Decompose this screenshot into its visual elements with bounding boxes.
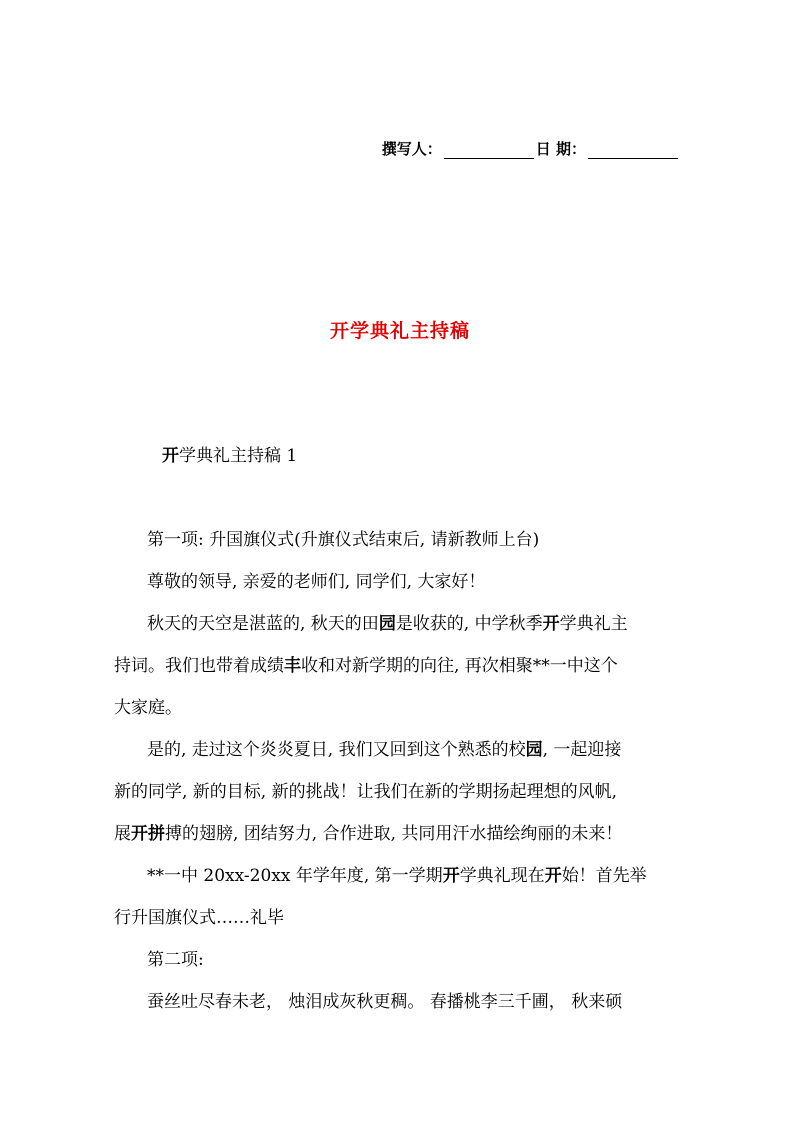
paragraph-2-line-1: 是的, 走过这个炎炎夏日, 我们又回到这个熟悉的校园, 一起迎接 bbox=[147, 740, 622, 760]
greeting-line: 尊敬的领导, 亲爱的老师们, 同学们, 大家好！ bbox=[147, 572, 486, 592]
document-header bbox=[382, 138, 680, 159]
paragraph-1-line-2: 持词。我们也带着成绩丰收和对新学期的向往, 再次相聚**一中这个 bbox=[114, 656, 618, 676]
item-2-line: 第二项: bbox=[147, 950, 204, 970]
poem-line: 蚕丝吐尽春未老， 烛泪成灰秋更稠。 春播桃李三千圃， 秋来硕 bbox=[147, 992, 623, 1012]
date-blank-line bbox=[588, 144, 678, 159]
section-heading: 开学典礼主持稿 1 bbox=[162, 446, 298, 466]
paragraph-2-line-2: 新的同学, 新的目标, 新的挑战！让我们在新的学期扬起理想的风帆, bbox=[114, 782, 618, 802]
paragraph-1-line-1: 秋天的天空是湛蓝的, 秋天的田园是收获的, 中学秋季开学典礼主 bbox=[147, 614, 628, 634]
date-label: 日 期： bbox=[535, 140, 586, 158]
paragraph-3-line-1: **一中 20xx-20xx 年学年度, 第一学期开学典礼现在开始！首先举 bbox=[147, 866, 647, 886]
author-label: 撰写人： bbox=[381, 140, 442, 158]
paragraph-3-line-2: 行升国旗仪式……礼毕 bbox=[114, 908, 284, 928]
author-blank-line bbox=[444, 144, 534, 159]
paragraph-1-line-3: 大家庭。 bbox=[114, 698, 182, 718]
paragraph-2-line-3: 展开拼搏的翅膀, 团结努力, 合作进取, 共同用汗水描绘绚丽的未来！ bbox=[114, 824, 623, 844]
document-title: 开学典礼主持稿 bbox=[329, 320, 470, 342]
item-1-line: 第一项: 升国旗仪式(升旗仪式结束后, 请新教师上台) bbox=[147, 530, 540, 550]
